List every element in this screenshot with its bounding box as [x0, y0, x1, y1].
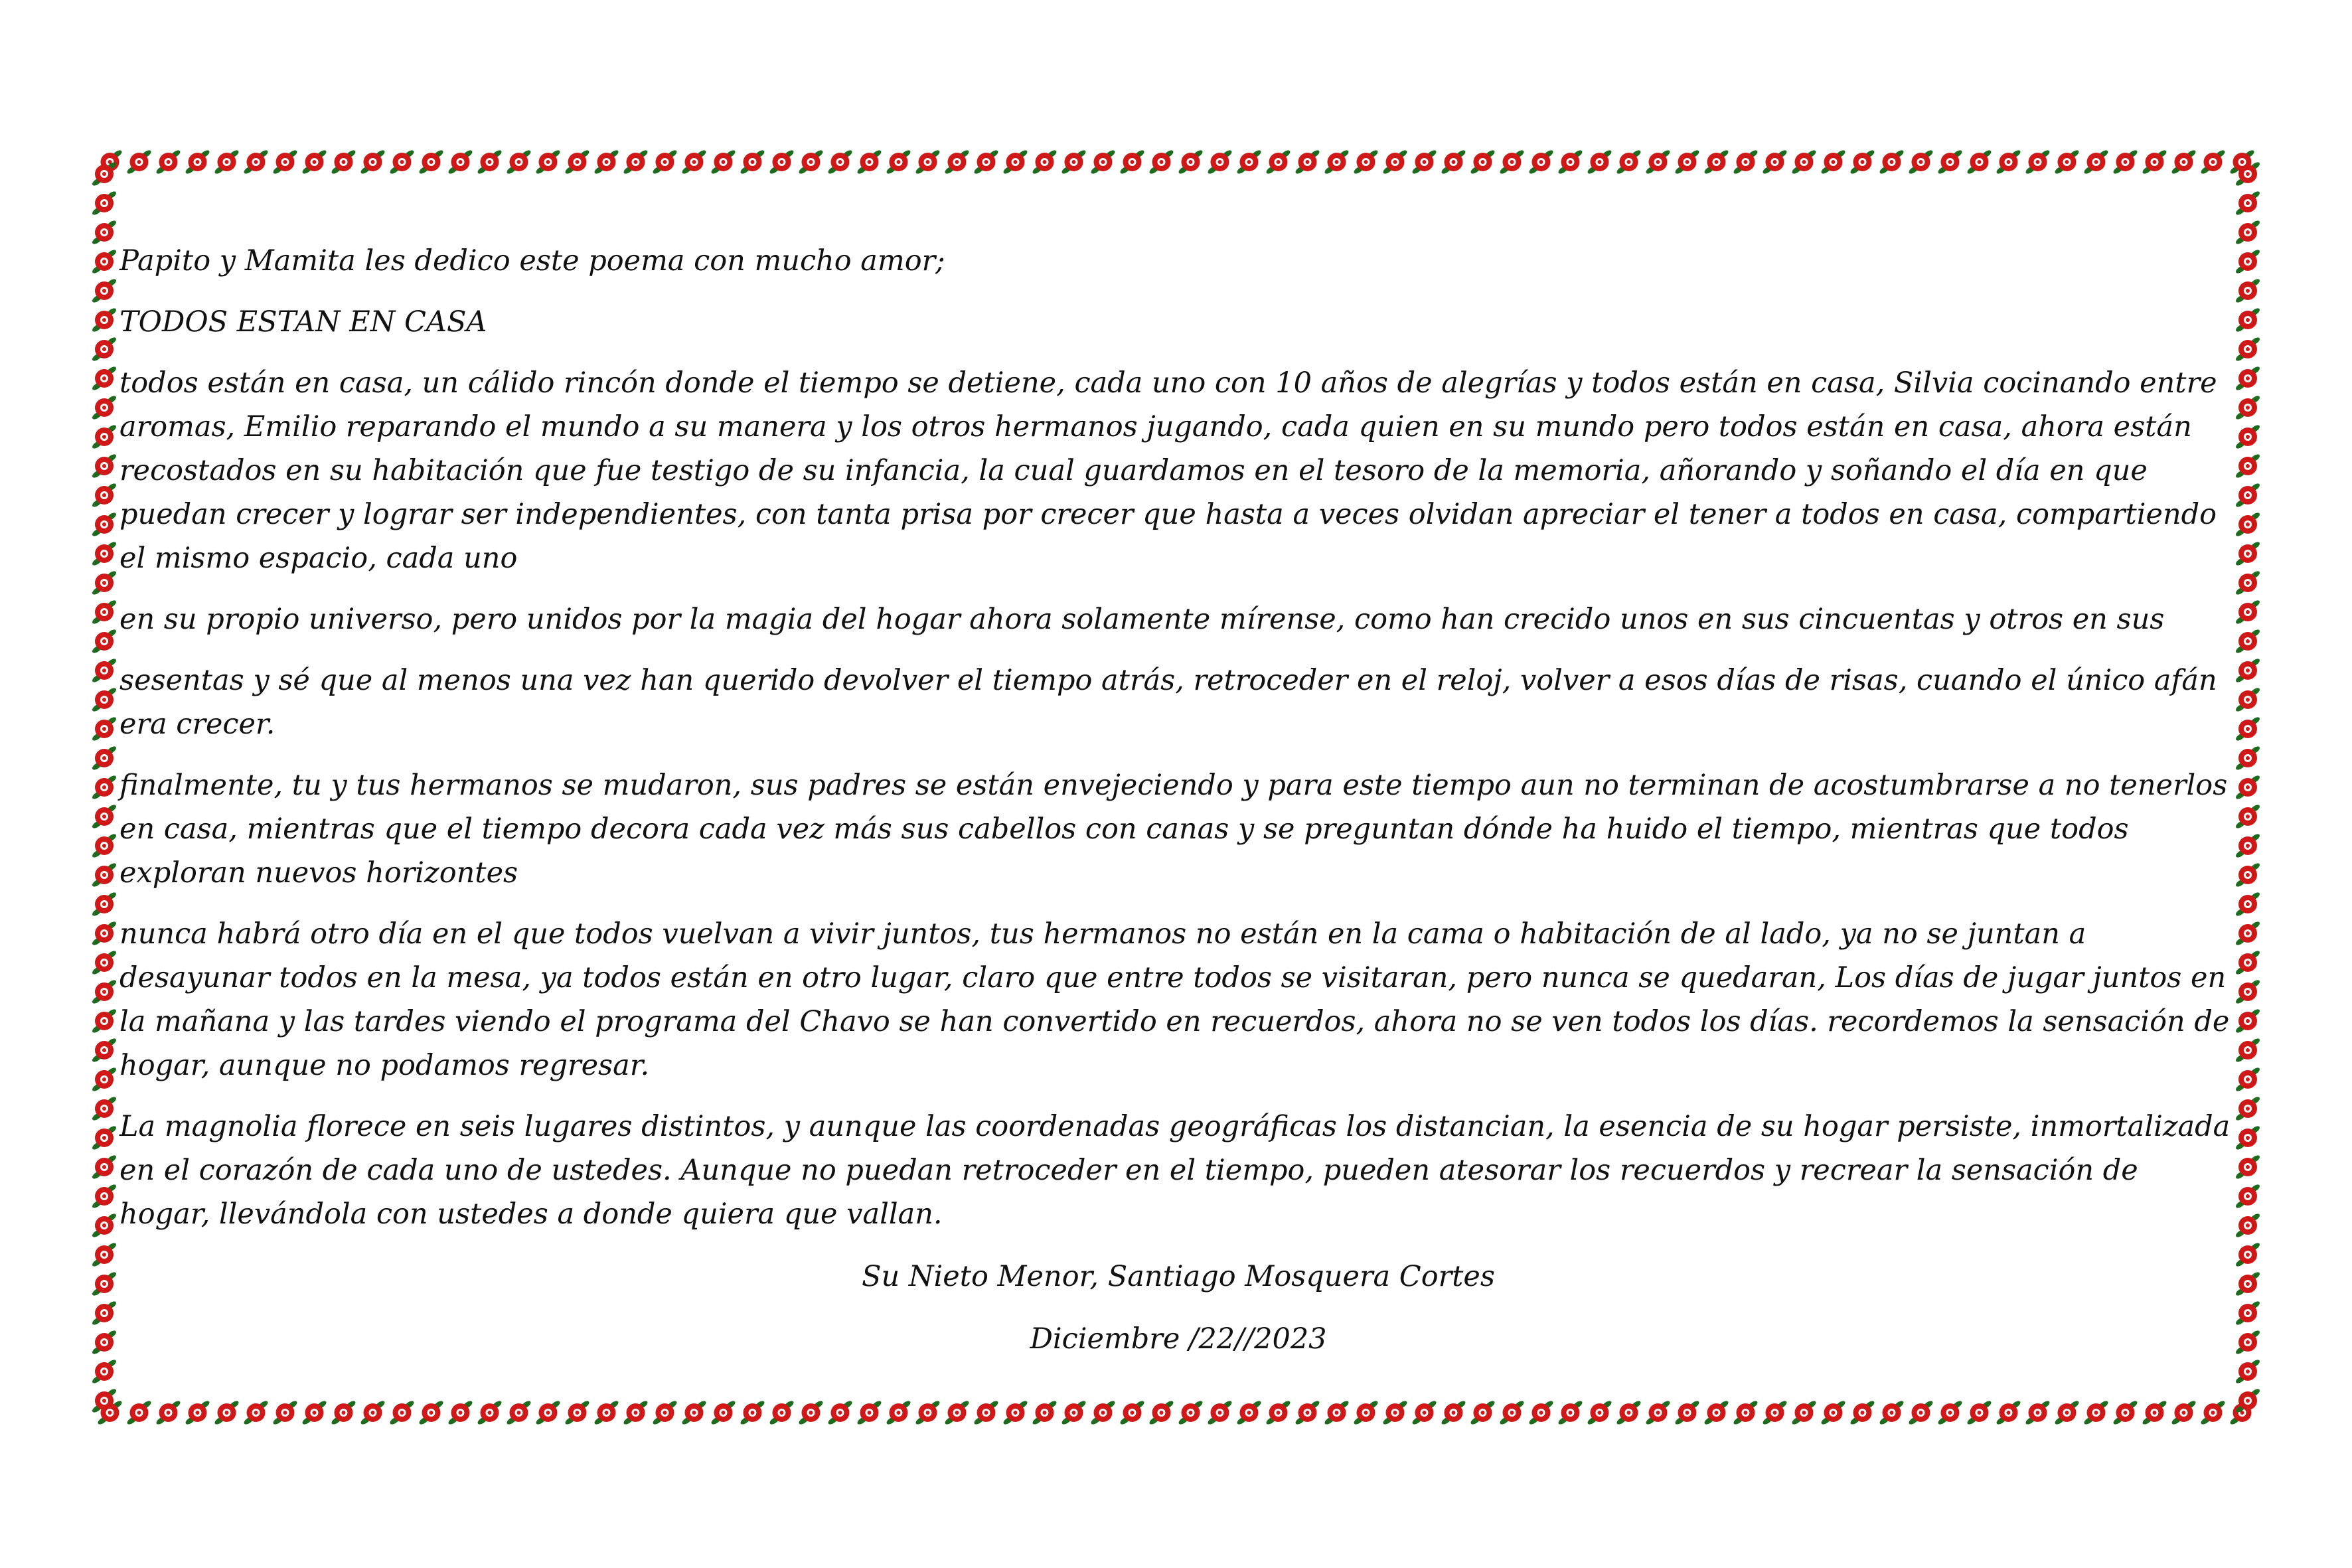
flower-icon	[1382, 1399, 1409, 1426]
flower-icon	[1002, 149, 1029, 175]
flower-icon	[155, 149, 182, 175]
flower-icon	[2234, 774, 2261, 801]
flower-icon	[2200, 149, 2227, 175]
flower-icon	[91, 657, 118, 684]
flower-icon	[91, 716, 118, 742]
poem-paragraph: sesentas y sé que al menos una vez han querido devolver el tiempo atrás, retroceder en el reloj, volver a esos días de risas, cuando el único afán era crecer.	[119, 664, 2217, 741]
flower-icon	[1703, 149, 1730, 175]
flower-icon	[1908, 1399, 1934, 1426]
flower-icon	[272, 149, 299, 175]
flower-icon	[1996, 1399, 2022, 1426]
flower-icon	[447, 1399, 474, 1426]
flower-icon	[1762, 149, 1788, 175]
flower-icon	[593, 1399, 620, 1426]
flower-icon	[91, 540, 118, 567]
flower-icon	[1441, 149, 1467, 175]
flower-icon	[91, 336, 118, 362]
flower-icon	[1178, 149, 1204, 175]
flower-icon	[2234, 277, 2261, 304]
flower-icon	[1966, 1399, 1993, 1426]
flower-icon	[506, 1399, 532, 1426]
flower-icon	[1616, 149, 1642, 175]
flower-icon	[360, 1399, 386, 1426]
flower-icon	[2234, 832, 2261, 859]
flower-icon	[2234, 453, 2261, 479]
flower-icon	[1791, 149, 1818, 175]
flower-icon	[1879, 149, 1905, 175]
poem-paragraph: todos están en casa, un cálido rincón donde el tiempo se detiene, cada uno con 10 años de alegrías y todos están en casa, Silvia cocinando entre aromas, Emilio reparando el mundo a su manera y los otros hermanos jugando, cada quien en su mundo pero todos están en casa, ahora están recostados en su habitación que fue testigo de su infancia, la cual guardamos en el tesoro de la memoria, añorando y soñando el día en que puedan crecer y lograr ser independientes, con tanta prisa por crecer que hasta a veces olvidan apreciar el tener a todos en casa, compartiendo el mismo espacio, cada uno	[119, 366, 2217, 575]
flower-icon	[91, 832, 118, 859]
flower-icon	[944, 149, 971, 175]
flower-icon	[2142, 1399, 2168, 1426]
flower-icon	[126, 1399, 153, 1426]
flower-icon	[1820, 149, 1847, 175]
flower-icon	[91, 482, 118, 509]
flower-border-strip	[89, 147, 119, 1428]
flower-icon	[1324, 1399, 1350, 1426]
flower-icon	[2234, 540, 2261, 567]
flower-icon	[1382, 149, 1409, 175]
flower-icon	[2234, 1008, 2261, 1034]
flower-icon	[331, 149, 357, 175]
flower-icon	[2234, 1066, 2261, 1093]
flower-icon	[2234, 1329, 2261, 1356]
flower-icon	[91, 1183, 118, 1210]
flower-icon	[593, 149, 620, 175]
flower-icon	[1353, 149, 1379, 175]
flower-icon	[91, 219, 118, 246]
flower-icon	[1557, 149, 1584, 175]
flower-icon	[2234, 1241, 2261, 1268]
date-line: Diciembre /22//2023	[1030, 1322, 1327, 1356]
flower-icon	[91, 1037, 118, 1063]
flower-icon	[243, 1399, 270, 1426]
flower-icon	[1265, 149, 1292, 175]
flower-icon	[1674, 1399, 1701, 1426]
flower-icon	[1645, 149, 1672, 175]
flower-icon	[1148, 149, 1175, 175]
flower-icon	[535, 1399, 562, 1426]
flower-icon	[91, 365, 118, 392]
flower-icon	[1966, 149, 1993, 175]
flower-icon	[91, 307, 118, 333]
flower-icon	[710, 1399, 737, 1426]
flower-border-left	[89, 147, 119, 1428]
flower-icon	[1178, 1399, 1204, 1426]
flower-icon	[2234, 424, 2261, 450]
flower-icon	[91, 1095, 118, 1122]
flower-icon	[91, 1387, 118, 1414]
flower-icon	[769, 149, 795, 175]
flower-icon	[2234, 190, 2261, 216]
flower-icon	[91, 745, 118, 771]
flower-icon	[2234, 1125, 2261, 1151]
flower-icon	[1411, 149, 1438, 175]
poem-title: TODOS ESTAN EN CASA	[119, 305, 487, 339]
flower-icon	[2234, 307, 2261, 333]
flower-icon	[2234, 1037, 2261, 1063]
flower-icon	[2234, 657, 2261, 684]
flower-icon	[418, 1399, 445, 1426]
flower-icon	[1557, 1399, 1584, 1426]
poem-paragraph: en su propio universo, pero unidos por la magia del hogar ahora solamente mírense, como han crecido unos en sus cincuentas y otros en sus	[119, 603, 2165, 636]
flower-icon	[2234, 716, 2261, 742]
flower-icon	[91, 1125, 118, 1151]
flower-icon	[2054, 149, 2080, 175]
flower-icon	[2234, 891, 2261, 917]
flower-icon	[564, 1399, 591, 1426]
flower-border-strip	[89, 1397, 2263, 1428]
dedication-line: Papito y Mamita les dedico este poema con mucho amor;	[119, 244, 945, 277]
flower-icon	[1528, 1399, 1555, 1426]
flower-icon	[185, 149, 211, 175]
flower-icon	[2234, 1300, 2261, 1326]
flower-icon	[91, 161, 118, 187]
flower-icon	[1528, 149, 1555, 175]
flower-icon	[2234, 1271, 2261, 1297]
flower-icon	[1587, 149, 1613, 175]
flower-icon	[1236, 1399, 1263, 1426]
flower-icon	[2234, 219, 2261, 246]
flower-icon	[477, 1399, 503, 1426]
flower-icon	[91, 920, 118, 947]
flower-icon	[331, 1399, 357, 1426]
flower-icon	[477, 149, 503, 175]
flower-icon	[243, 149, 270, 175]
flower-icon	[652, 1399, 678, 1426]
flower-icon	[1119, 1399, 1146, 1426]
flower-icon	[506, 149, 532, 175]
flower-icon	[973, 149, 1000, 175]
flower-icon	[1061, 149, 1087, 175]
flower-icon	[886, 1399, 912, 1426]
flower-icon	[1090, 1399, 1117, 1426]
flower-icon	[91, 1300, 118, 1326]
flower-icon	[2234, 248, 2261, 275]
flower-icon	[1324, 149, 1350, 175]
flower-icon	[2054, 1399, 2080, 1426]
flower-icon	[91, 277, 118, 304]
flower-icon	[447, 149, 474, 175]
flower-icon	[2171, 149, 2197, 175]
flower-icon	[2234, 979, 2261, 1005]
flower-icon	[1002, 1399, 1029, 1426]
flower-icon	[2025, 1399, 2051, 1426]
flower-icon	[301, 149, 328, 175]
flower-icon	[91, 686, 118, 713]
flower-icon	[2234, 365, 2261, 392]
flower-icon	[1733, 1399, 1759, 1426]
flower-icon	[798, 1399, 824, 1426]
flower-icon	[214, 1399, 240, 1426]
flower-icon	[91, 628, 118, 655]
flower-icon	[91, 1329, 118, 1356]
flower-icon	[389, 149, 416, 175]
flower-icon	[1674, 149, 1701, 175]
flower-icon	[2234, 511, 2261, 538]
flower-icon	[1791, 1399, 1818, 1426]
flower-icon	[1499, 149, 1526, 175]
flower-icon	[769, 1399, 795, 1426]
flower-icon	[1703, 1399, 1730, 1426]
flower-icon	[1849, 149, 1876, 175]
flower-icon	[1294, 1399, 1321, 1426]
flower-icon	[2234, 1095, 2261, 1122]
poem-paragraph: nunca habrá otro día en el que todos vuelvan a vivir juntos, tus hermanos no están en la cama o habitación de al lado, ya no se juntan a desayunar todos en la mesa, ya todos están en otro lugar, claro que entre todos se visitaran, pero nunca se quedaran, Los días de jugar juntos en la mañana y las tardes viendo el programa del Chavo se han convertido en recuerdos, ahora no se ven todos los días. recordemos la sensación de hogar, aunque no podamos regresar.	[119, 917, 2230, 1082]
flower-icon	[1207, 1399, 1233, 1426]
flower-icon	[740, 149, 766, 175]
flower-icon	[91, 248, 118, 275]
flower-icon	[1499, 1399, 1526, 1426]
flower-icon	[2234, 570, 2261, 596]
flower-icon	[710, 149, 737, 175]
flower-icon	[652, 149, 678, 175]
flower-icon	[564, 149, 591, 175]
flower-icon	[827, 149, 854, 175]
flower-icon	[2234, 920, 2261, 947]
flower-icon	[1937, 149, 1964, 175]
flower-icon	[91, 1066, 118, 1093]
flower-icon	[91, 774, 118, 801]
signature-line: Su Nieto Menor, Santiago Mosquera Cortes	[862, 1260, 1495, 1293]
flower-icon	[623, 1399, 649, 1426]
flower-icon	[91, 803, 118, 830]
flower-icon	[91, 1241, 118, 1268]
flower-icon	[91, 453, 118, 479]
flower-icon	[1353, 1399, 1379, 1426]
flower-icon	[126, 149, 153, 175]
flower-icon	[272, 1399, 299, 1426]
flower-icon	[2234, 336, 2261, 362]
flower-icon	[389, 1399, 416, 1426]
flower-icon	[91, 1358, 118, 1385]
flower-icon	[2234, 161, 2261, 187]
poem-paragraph: La magnolia florece en seis lugares distintos, y aunque las coordenadas geográficas los distancian, la esencia de su hogar persiste, inmortalizada en el corazón de cada uno de ustedes. Aunque no puedan retroceder en el tiempo, pueden atesorar los recuerdos y recrear la sensación de hogar, llevándola con ustedes a donde quiera que vallan.	[119, 1110, 2231, 1231]
flower-icon	[91, 979, 118, 1005]
flower-icon	[91, 394, 118, 421]
flower-icon	[91, 862, 118, 888]
flower-icon	[623, 149, 649, 175]
flower-icon	[740, 1399, 766, 1426]
flower-icon	[2171, 1399, 2197, 1426]
flower-icon	[1996, 149, 2022, 175]
flower-icon	[1879, 1399, 1905, 1426]
flower-icon	[2234, 1154, 2261, 1180]
flower-icon	[418, 149, 445, 175]
flower-icon	[1762, 1399, 1788, 1426]
flower-icon	[1587, 1399, 1613, 1426]
flower-icon	[2234, 394, 2261, 421]
flower-icon	[2142, 149, 2168, 175]
flower-icon	[214, 149, 240, 175]
flower-icon	[1908, 149, 1934, 175]
flower-icon	[1032, 149, 1058, 175]
flower-icon	[915, 1399, 941, 1426]
flower-icon	[91, 511, 118, 538]
flower-icon	[1236, 149, 1263, 175]
flower-icon	[91, 570, 118, 596]
flower-icon	[2234, 482, 2261, 509]
flower-icon	[1119, 149, 1146, 175]
flower-icon	[2234, 1358, 2261, 1385]
flower-icon	[91, 1212, 118, 1239]
flower-border-bottom	[89, 1397, 2263, 1428]
flower-icon	[2234, 1212, 2261, 1239]
flower-icon	[2234, 628, 2261, 655]
flower-icon	[2112, 149, 2139, 175]
flower-icon	[91, 424, 118, 450]
flower-border-strip	[89, 147, 2263, 177]
flower-icon	[2234, 1387, 2261, 1414]
flower-icon	[1294, 149, 1321, 175]
letter-body	[119, 239, 2237, 1378]
flower-icon	[2112, 1399, 2139, 1426]
flower-icon	[1265, 1399, 1292, 1426]
flower-icon	[91, 190, 118, 216]
flower-icon	[2200, 1399, 2227, 1426]
flower-icon	[301, 1399, 328, 1426]
flower-icon	[91, 1271, 118, 1297]
flower-icon	[2083, 149, 2110, 175]
flower-icon	[1733, 149, 1759, 175]
flower-icon	[185, 1399, 211, 1426]
flower-border-top	[89, 147, 2263, 177]
flower-icon	[944, 1399, 971, 1426]
flower-icon	[91, 1154, 118, 1180]
flower-icon	[827, 1399, 854, 1426]
flower-icon	[1032, 1399, 1058, 1426]
flower-icon	[2234, 862, 2261, 888]
flower-icon	[856, 1399, 883, 1426]
flower-icon	[2234, 1183, 2261, 1210]
flower-icon	[2083, 1399, 2110, 1426]
flower-icon	[1470, 149, 1496, 175]
flower-icon	[535, 149, 562, 175]
flower-icon	[1148, 1399, 1175, 1426]
flower-icon	[1411, 1399, 1438, 1426]
flower-icon	[1937, 1399, 1964, 1426]
flower-icon	[2234, 745, 2261, 771]
flower-icon	[1441, 1399, 1467, 1426]
flower-icon	[2234, 686, 2261, 713]
flower-icon	[1849, 1399, 1876, 1426]
flower-icon	[1820, 1399, 1847, 1426]
flower-icon	[91, 891, 118, 917]
flower-icon	[2234, 949, 2261, 976]
flower-icon	[681, 1399, 708, 1426]
flower-icon	[2234, 599, 2261, 625]
poem-paragraph: finalmente, tu y tus hermanos se mudaron, sus padres se están envejeciendo y para este tiempo aun no terminan de acostumbrarse a no tenerlos en casa, mientras que el tiempo decora cada vez más sus cabellos con canas y se preguntan dónde ha huido el tiempo, mientras que todos exploran nuevos horizontes	[119, 769, 2228, 890]
flower-icon	[886, 149, 912, 175]
flower-icon	[798, 149, 824, 175]
flower-icon	[1061, 1399, 1087, 1426]
flower-icon	[2234, 803, 2261, 830]
flower-icon	[91, 1008, 118, 1034]
flower-icon	[91, 599, 118, 625]
flower-icon	[1470, 1399, 1496, 1426]
flower-icon	[155, 1399, 182, 1426]
flower-icon	[1090, 149, 1117, 175]
flower-icon	[915, 149, 941, 175]
flower-icon	[856, 149, 883, 175]
flower-icon	[973, 1399, 1000, 1426]
flower-icon	[360, 149, 386, 175]
flower-icon	[2025, 149, 2051, 175]
flower-icon	[1616, 1399, 1642, 1426]
flower-icon	[681, 149, 708, 175]
flower-icon	[1645, 1399, 1672, 1426]
flower-icon	[91, 949, 118, 976]
flower-icon	[1207, 149, 1233, 175]
